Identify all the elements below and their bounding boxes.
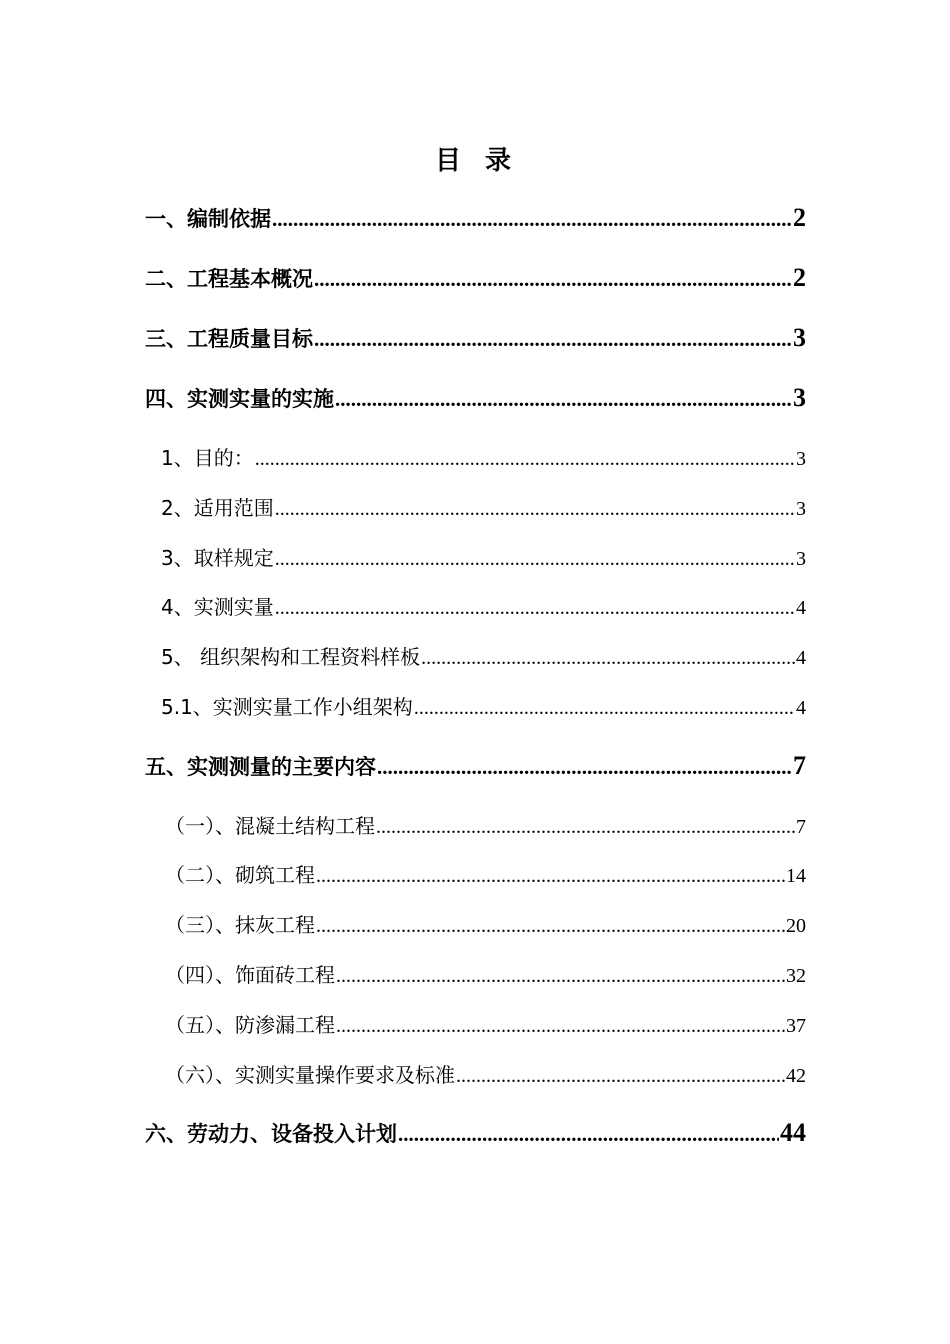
dot-leader [421, 647, 795, 670]
toc-entry-page: 2 [793, 263, 806, 292]
toc-entry-label: 四、实测实量的实施 [145, 387, 334, 411]
toc-entry-2[interactable] [145, 263, 806, 293]
toc-entry-5-4[interactable] [165, 959, 806, 988]
toc-entry-page: 37 [786, 1015, 806, 1037]
dot-leader [316, 915, 785, 938]
dot-leader [336, 965, 785, 988]
dot-leader [272, 207, 792, 232]
toc-entry-4-5[interactable] [161, 641, 806, 670]
toc-entry-label: （六）、实测实量操作要求及标准 [165, 1063, 455, 1087]
toc-entry-label: 2、适用范围 [161, 496, 274, 520]
toc-entry-page: 32 [786, 965, 806, 987]
toc-entry-5-3[interactable] [165, 909, 806, 938]
toc-title-left: 目 [434, 146, 465, 176]
toc-entry-4-4[interactable] [161, 591, 806, 620]
toc-entry-4-2[interactable] [161, 492, 806, 521]
toc-entry-page: 4 [796, 697, 806, 719]
toc-entry-page: 4 [796, 647, 806, 669]
toc-entry-page: 14 [786, 865, 806, 887]
dot-leader [255, 448, 795, 471]
toc-entry-5[interactable] [145, 751, 806, 781]
toc-entry-label: 1、目的： [161, 446, 254, 470]
toc-entry-label: 3、取样规定 [161, 546, 274, 570]
toc-title-right: 录 [485, 146, 516, 176]
toc-entry-label: （四）、饰面砖工程 [165, 963, 335, 987]
toc-entry-page: 3 [796, 448, 806, 470]
dot-leader [275, 498, 795, 521]
toc-entry-page: 3 [793, 323, 806, 352]
dot-leader [377, 755, 792, 780]
dot-leader [314, 327, 792, 352]
toc-entry-page: 7 [796, 816, 806, 838]
toc-entry-4[interactable] [145, 383, 806, 413]
toc-entry-page: 44 [780, 1118, 806, 1147]
toc-entry-label: （三）、抹灰工程 [165, 913, 315, 937]
dot-leader [376, 816, 795, 839]
toc-entry-4-1[interactable] [161, 442, 806, 471]
dot-leader [335, 387, 792, 412]
dot-leader [316, 865, 785, 888]
toc-entry-label: 五、实测测量的主要内容 [145, 755, 376, 779]
toc-entry-label: 5.1、实测实量工作小组架构 [161, 695, 413, 719]
toc-entry-page: 3 [796, 548, 806, 570]
toc-entry-6[interactable] [145, 1118, 806, 1148]
toc-entry-label: 4、实测实量 [161, 595, 274, 619]
dot-leader [398, 1122, 779, 1147]
toc-entry-page: 4 [796, 597, 806, 619]
dot-leader [275, 548, 795, 571]
toc-entry-page: 20 [786, 915, 806, 937]
toc-entry-label: 二、工程基本概况 [145, 267, 313, 291]
toc-entry-label: （一）、混凝土结构工程 [165, 814, 375, 838]
toc-entry-page: 7 [793, 751, 806, 780]
toc-entry-5-6[interactable] [165, 1059, 806, 1088]
toc-entry-label: （五）、防渗漏工程 [165, 1013, 335, 1037]
toc-entry-label: （二）、砌筑工程 [165, 863, 315, 887]
toc-entry-label: 六、劳动力、设备投入计划 [145, 1122, 397, 1146]
dot-leader [314, 267, 792, 292]
dot-leader [336, 1015, 785, 1038]
toc-entry-1[interactable] [145, 203, 806, 233]
toc-entry-3[interactable] [145, 323, 806, 353]
toc-entry-4-5-1[interactable] [161, 691, 806, 720]
dot-leader [456, 1065, 785, 1088]
toc-entry-label: 5、 组织架构和工程资料样板 [161, 645, 421, 669]
toc-entry-page: 42 [786, 1065, 806, 1087]
toc-entry-5-2[interactable] [165, 859, 806, 888]
toc-entry-label: 三、工程质量目标 [145, 327, 313, 351]
dot-leader [414, 697, 795, 720]
dot-leader [275, 597, 795, 620]
toc-entry-page: 3 [796, 498, 806, 520]
toc-entry-page: 3 [793, 383, 806, 412]
toc-entry-page: 2 [793, 203, 806, 232]
toc-entry-label: 一、编制依据 [145, 207, 271, 231]
toc-entry-5-5[interactable] [165, 1009, 806, 1038]
toc-entry-5-1[interactable] [165, 810, 806, 839]
toc-entry-4-3[interactable] [161, 542, 806, 571]
